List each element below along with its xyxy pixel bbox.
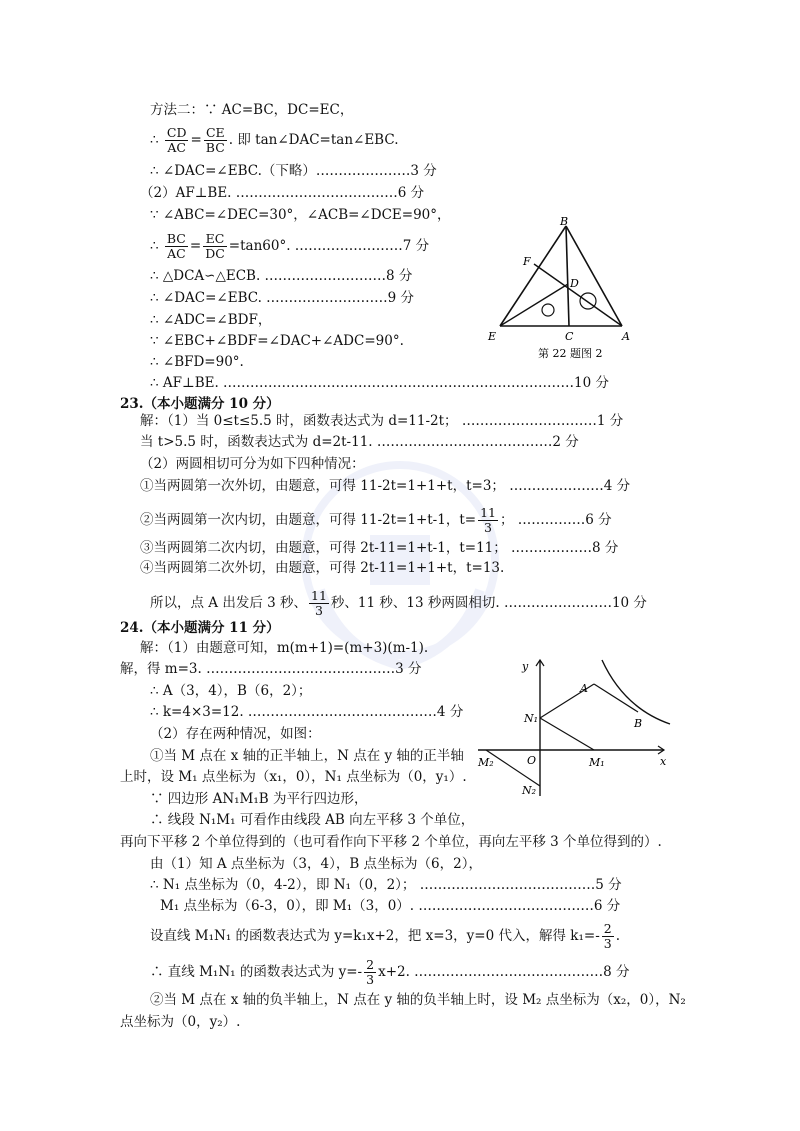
fraction-numerator: 11 xyxy=(480,505,496,520)
line-q24-case1: ①当 M 点在 x 轴的正半轴上，N 点在 y 轴的正半轴 xyxy=(150,748,464,764)
fraction-numerator: CD xyxy=(166,125,187,140)
label-x: x xyxy=(660,755,667,768)
label-n1: N₁ xyxy=(524,712,539,725)
line-q23-case3: ③当两圆第二次内切，由题意，可得 2t-11=1+t-1，t=11； ………………8 分 xyxy=(140,540,619,556)
label-b: B xyxy=(634,717,643,730)
therefore-symbol: ∴ xyxy=(150,132,159,148)
line-q24-line-eq xyxy=(150,958,630,987)
fraction-11-3 xyxy=(478,506,498,535)
segment-ed xyxy=(500,284,568,326)
line-q24-k: ∴ k=4×3=12. ……………………………………4 分 xyxy=(150,704,464,720)
line-text: 设直线 M₁N₁ 的函数表达式为 y=k₁x+2，把 x=3，y=0 代入，解得 k₁=- xyxy=(150,928,600,944)
line-q24-coords: 由（1）知 A 点坐标为（3，4），B 点坐标为（6，2）， xyxy=(150,856,482,872)
line-q24-part2: （2）存在两种情况，如图： xyxy=(150,726,321,742)
fraction-2-3 xyxy=(602,922,614,951)
line-text: . 即 tan∠DAC=tan∠EBC. xyxy=(228,132,399,148)
label-a: A xyxy=(580,682,588,695)
line-text: x+2. ……………………………………8 分 xyxy=(378,964,630,980)
line-q24-m1: M₁ 点坐标为（6-3，0），即 M₁（3，0）. …………………………………6 分 xyxy=(160,898,621,914)
fraction-numerator: 11 xyxy=(311,588,327,603)
line-similar: ∴ △DCA∽△ECB. ………………………8 分 xyxy=(150,268,413,284)
figure-24 xyxy=(474,650,674,800)
line-q24-k1 xyxy=(150,922,620,951)
segment-n1-m1 xyxy=(540,718,594,750)
segment-ba xyxy=(566,226,622,326)
line-q23-case4: ④当两圆第二次外切，由题意，可得 2t-11=1+1+t，t=13. xyxy=(140,560,505,576)
segment-bc xyxy=(566,226,569,326)
line-q24-part1: 解：（1）由题意可知，m(m+1)=(m+3)(m-1). xyxy=(140,640,429,656)
fraction-denominator: DC xyxy=(205,246,225,261)
fraction-numerator: CE xyxy=(204,126,227,141)
label-e: E xyxy=(488,330,497,343)
line-q24-case1-cont: 上时，设 M₁ 点坐标为（x₁，0），N₁ 点坐标为（0，y₁）. xyxy=(120,769,467,785)
fraction-denominator: 3 xyxy=(484,520,492,535)
line-q24-m3: 解，得 m=3. ……………………………………3 分 xyxy=(120,661,422,677)
line-q23-case2 xyxy=(140,506,612,535)
fraction-denominator: 3 xyxy=(314,603,323,618)
line-text: . xyxy=(615,928,621,944)
line-af-perp-be: ∴ AF⊥BE. ……………………………………………………………………10 分 xyxy=(150,375,610,391)
line-q23-part1: 解：（1）当 0≤t≤5.5 时，函数表达式为 d=11-2t； …………………………1 分 xyxy=(140,413,624,429)
line-text: ②当两圆第一次内切，由题意，可得 11-2t=1+t-1，t= xyxy=(140,512,477,528)
line-method-two: 方法二：∵ AC=BC，DC=EC， xyxy=(150,102,354,118)
line-text: 秒、11 秒、13 秒两圆相切. ……………………10 分 xyxy=(330,595,647,611)
fraction-numerator: BC xyxy=(166,231,186,246)
line-q24-n1: ∴ N₁ 点坐标为（0，4-2），即 N₁（0，2）； …………………………………5 分 xyxy=(150,877,622,893)
label-o: O xyxy=(527,754,537,767)
label-a: A xyxy=(622,330,630,343)
incircle-right xyxy=(580,293,596,309)
segment-eb xyxy=(500,226,566,326)
fraction-11-3 xyxy=(309,589,329,618)
question-24-heading: 24.（本小题满分 11 分） xyxy=(120,620,280,636)
fraction-cd-ac xyxy=(165,126,189,155)
line-bfd-90: ∴ ∠BFD=90°. xyxy=(150,354,244,370)
line-q24-case2: ②当 M 点在 x 轴的负半轴上，N 点在 y 轴的负半轴上时，设 M₂ 点坐标为（x₂，0），N₂ xyxy=(150,992,686,1008)
question-23-heading: 23.（本小题满分 10 分） xyxy=(120,396,280,412)
fraction-denominator: AC xyxy=(167,246,186,261)
label-m1: M₁ xyxy=(589,756,605,769)
line-q23-case1: ①当两圆第一次外切，由题意，可得 11-2t=1+1+t，t=3； …………………4 分 xyxy=(140,478,631,494)
equals-sign: = xyxy=(189,238,202,254)
fraction-denominator: AC xyxy=(167,140,186,155)
figure-caption: 第 22 题图 2 xyxy=(538,347,603,360)
line-q24-case2-cont: 点坐标为（0，y₂）. xyxy=(120,1014,241,1030)
figure-22 xyxy=(480,212,640,362)
label-b: B xyxy=(560,215,569,228)
fraction-numerator: 2 xyxy=(603,921,612,936)
line-text: ∴ 直线 M₁N₁ 的函数表达式为 y=- xyxy=(150,964,363,980)
hyperbola-curve xyxy=(602,660,670,724)
fraction-numerator: 2 xyxy=(366,957,375,972)
line-q23-t-gt-55: 当 t>5.5 时，函数表达式为 d=2t-11. …………………………………2 分 xyxy=(140,434,579,450)
segment-fa xyxy=(534,264,622,326)
fraction-ec-dc xyxy=(203,232,227,261)
line-tan-ratio xyxy=(150,126,399,155)
equals-sign: = xyxy=(190,132,202,148)
line-q24-parallelogram: ∵ 四边形 AN₁M₁B 为平行四边形， xyxy=(150,791,368,807)
line-text: 所以，点 A 出发后 3 秒、 xyxy=(150,595,308,611)
line-q23-conclusion xyxy=(150,589,647,618)
fraction-bc-ac xyxy=(165,232,188,261)
fraction-numerator: EC xyxy=(203,232,227,247)
fraction-denominator: 3 xyxy=(366,972,375,987)
line-sum-90: ∵ ∠EBC+∠BDF=∠DAC+∠ADC=90°. xyxy=(150,333,404,349)
line-q24-ab: ∴ A（3，4），B（6，2）； xyxy=(150,683,312,699)
line-q24-translate: ∴ 线段 N₁M₁ 可看作由线段 AB 向左平移 3 个单位， xyxy=(150,812,475,828)
line-tan60 xyxy=(150,232,429,261)
line-text: =tan60°. ……………………7 分 xyxy=(228,238,430,254)
line-given-angles: ∵ ∠ABC=∠DEC=30°，∠ACB=∠DCE=90°， xyxy=(150,207,451,223)
label-y: y xyxy=(522,660,529,673)
line-part-two: （2）AF⊥BE. ………………………………6 分 xyxy=(140,185,425,201)
line-adc-bdf: ∴ ∠ADC=∠BDF， xyxy=(150,312,272,328)
fraction-ce-bc xyxy=(204,126,227,155)
line-q23-part2: （2）两圆相切可分为如下四种情况： xyxy=(140,456,365,472)
fraction-denominator: 3 xyxy=(603,936,612,951)
label-f: F xyxy=(523,255,531,268)
incircle-left xyxy=(542,304,554,316)
segment-a-b xyxy=(594,684,638,712)
label-n2: N₂ xyxy=(522,784,537,797)
fraction-denominator: BC xyxy=(205,140,225,155)
line-angle-equal: ∴ ∠DAC=∠EBC.（下略）…………………3 分 xyxy=(150,163,437,179)
line-text: ； ……………6 分 xyxy=(499,512,612,528)
therefore-symbol: ∴ xyxy=(150,238,159,254)
label-c: C xyxy=(565,330,574,343)
line-q24-translate-cont: 再向下平移 2 个单位得到的（也可看作向下平移 2 个单位，再向左平移 3 个单位得到的）. xyxy=(120,834,662,850)
label-m2: M₂ xyxy=(478,756,494,769)
label-d: D xyxy=(570,277,579,290)
fraction-2-3 xyxy=(364,958,376,987)
line-dac-ebc: ∴ ∠DAC=∠EBC. ………………………9 分 xyxy=(150,290,415,306)
